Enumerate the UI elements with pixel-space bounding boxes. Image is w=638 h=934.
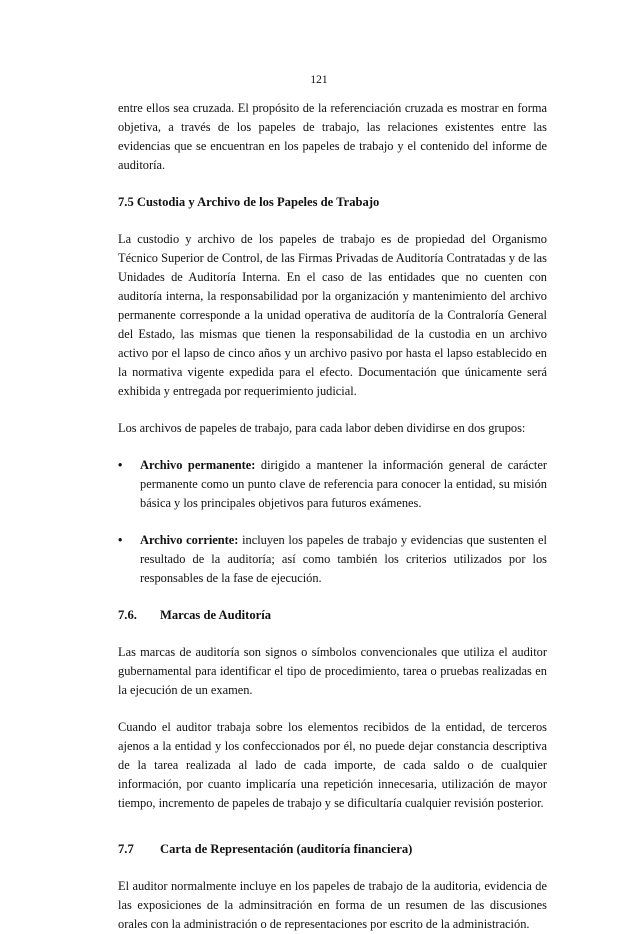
list-item-archivo-permanente <box>118 456 547 513</box>
section-7-6-title: Marcas de Auditoría <box>160 608 272 622</box>
section-7-5-paragraph-1: La custodio y archivo de los papeles de trabajo es de propiedad del Organismo Técnico Superior de Control, de las Firmas Privadas de Auditoría Contratadas y de las Unidades de Auditoría Interna. En el caso de las entidades que no cuenten con auditoría interna, la responsabilidad por la organización y mantenimiento del archivo permanente corresponde a la unidad operativa de auditoría de la Contraloría General del Estado, las mismas que tienen la responsabilidad de la custodia en un archivo activo por el lapso de cinco años y un archivo pasivo por hasta el lapso establecido en la normativa vigente expedida para el efecto. Documentación que únicamente será exhibida y entregada por requerimiento judicial. <box>118 232 547 398</box>
list-item-archivo-corriente <box>118 531 547 588</box>
section-7-6-paragraph-1: Las marcas de auditoría son signos o símbolos convencionales que utiliza el auditor gubernamental para identificar el tipo de procedimiento, tarea o pruebas realizadas en la ejecución de un examen. <box>118 645 547 697</box>
section-7-5-paragraph-2: Los archivos de papeles de trabajo, para cada labor deben dividirse en dos grupos: <box>118 421 526 435</box>
term-archivo-corriente: Archivo corriente: <box>140 533 239 547</box>
section-7-5-heading: 7.5 Custodia y Archivo de los Papeles de Trabajo <box>118 195 380 209</box>
section-7-6-paragraph-2: Cuando el auditor trabaja sobre los elementos recibidos de la entidad, de terceros ajenos a la entidad y los confeccionados por él, no puede dejar constancia descriptiva de la tarea realizada al lado de cada importe, de cada saldo o de cualquier información, por cuanto implicaría una repetición innecesaria, utilización de mayor tiempo, incremento de papeles de trabajo y se dificultaría cualquier revisión posterior. <box>118 720 547 810</box>
bullet-icon: • <box>118 458 123 472</box>
section-7-7-number: 7.7 <box>118 842 134 856</box>
section-7-6-heading <box>118 606 547 625</box>
section-7-7-heading <box>118 840 547 859</box>
section-7-7-paragraph-1: El auditor normalmente incluye en los papeles de trabajo de la auditoria, evidencia de las exposiciones de la adminsitración en forma de un resumen de las discusiones orales con la administración o de representaciones por escrito de la administración. <box>118 879 547 931</box>
definition-archivo-permanente: dirigido a mantener la información general de carácter permanente como un punto clave de referencia para conocer la entidad, su misión básica y los principales objetivos para futuros exámenes. <box>140 458 547 510</box>
archive-types-list <box>118 456 547 588</box>
section-7-6-number: 7.6. <box>118 608 137 622</box>
intro-paragraph: entre ellos sea cruzada. El propósito de la referenciación cruzada es mostrar en forma objetiva, a través de los papeles de trabajo, las relaciones existentes entre las evidencias que se encuentran en los papeles de trabajo y el contenido del informe de auditoría. <box>118 101 547 172</box>
page-number: 121 <box>310 74 328 86</box>
page-content <box>118 99 547 934</box>
term-archivo-permanente: Archivo permanente: <box>140 458 256 472</box>
section-7-7-title: Carta de Representación (auditoría financiera) <box>160 842 413 856</box>
bullet-icon: • <box>118 533 123 547</box>
definition-archivo-corriente: incluyen los papeles de trabajo y evidencias que sustenten el resultado de la auditoría; así como también los criterios utilizados por los responsables de la fase de ejecución. <box>140 533 547 585</box>
